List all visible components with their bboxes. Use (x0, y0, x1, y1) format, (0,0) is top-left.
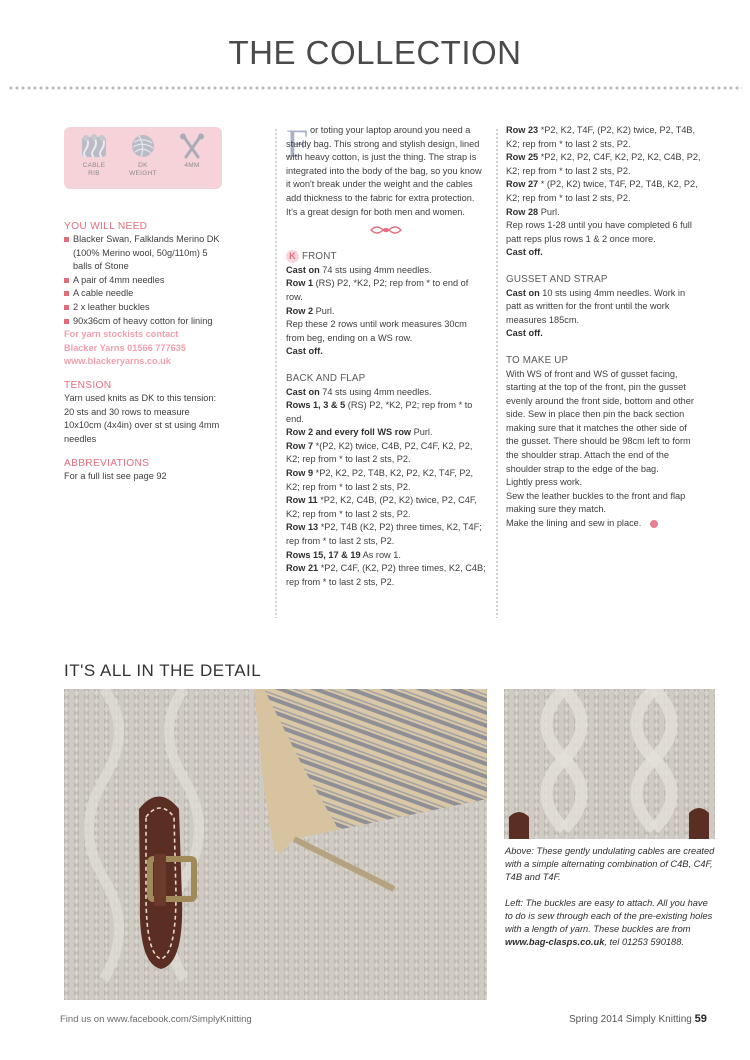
caption-phone: , tel 01253 590188. (604, 937, 684, 947)
ornament-icon (369, 224, 403, 236)
bold-label: Cast on (286, 264, 320, 275)
dk-weight-group (121, 133, 165, 178)
instruction-text: *P2, K2, P2, T4B, K2, P2, K2, T4F, P2, K2; rep from * to last 2 sts, P2. (286, 468, 474, 492)
needles-icon (178, 133, 206, 159)
instruction-text: 74 sts using 4mm needles. (319, 264, 432, 275)
instruction-text: Purl. (411, 427, 433, 438)
pattern-row (286, 399, 486, 426)
bold-label: Row 25 (506, 152, 539, 163)
pattern-row (286, 440, 486, 467)
column-divider (275, 128, 277, 618)
bold-label: Row 27 (506, 179, 539, 190)
photo-caption (505, 845, 715, 962)
bag-photo-illustration (64, 689, 487, 1000)
bold-label: Row 7 (286, 440, 314, 451)
bold-label: Cast on (286, 386, 320, 397)
instruction-text: * (P2, K2) twice, T4F, P2, T4B, K2, P2, K2; rep from * to last 2 sts, P2. (506, 179, 698, 203)
pattern-row (286, 521, 486, 548)
end-mark-icon (650, 520, 658, 528)
instruction-text: With WS of front and WS of gusset facing, starting at the top of the front, pin the gusset evenly around the front side, bottom and other side. Sew in place then pin the back section making sure that it matches the other side of the gusset. There should be 98cm left to form the shoulder strap. Attach the end of the shoulder strap to the edge of the bag. (506, 368, 694, 474)
icon-label: 4MM (184, 162, 200, 169)
drop-cap: F (286, 121, 309, 166)
bold-label: Row 9 (286, 468, 314, 479)
bold-label: Row 1 (286, 278, 314, 289)
list-item: A pair of 4mm needles (64, 274, 224, 288)
abbreviations-text: For a full list see page 92 (64, 471, 167, 482)
page-title: THE COLLECTION (228, 34, 522, 71)
ornament (286, 224, 486, 244)
instruction-text: 10 sts using 4mm needles. Work in patt as written for the front until the work measures 185cm. (506, 287, 686, 325)
footer-issue: Spring 2014 Simply Knitting (569, 1014, 692, 1025)
list-item: Blacker Swan, Falklands Merino DK (100% Merino wool, 50g/110m) 5 balls of Stone (64, 233, 224, 274)
yarn-ball-icon (129, 133, 157, 159)
cable-photo-illustration (504, 689, 715, 839)
pattern-row (286, 549, 486, 563)
icon-label: WEIGHT (129, 170, 157, 177)
instruction-text: Make the lining and sew in place. (506, 518, 642, 529)
bold-label: Row 11 (286, 495, 318, 506)
list-item: 2 x leather buckles (64, 301, 224, 315)
tension-heading: TENSION (64, 379, 112, 391)
make-up-heading: TO MAKE UP (506, 354, 569, 366)
instruction-text: Rep rows 1-28 until you have completed 6 full patt reps plus rows 1 & 2 once more. (506, 220, 692, 244)
needle-size-group (170, 133, 214, 170)
right-column (506, 124, 702, 531)
pattern-row (286, 562, 486, 589)
front-heading: FRONT (301, 251, 337, 263)
bold-label: Row 13 (286, 522, 319, 533)
cast-off: Cast off. (506, 247, 543, 258)
bold-label: Row 2 and every foll WS row (286, 427, 412, 438)
instruction-text: *(P2, K2) twice, C4B, P2, C4F, K2, P2, K2; rep from * to last 2 sts, P2. (286, 440, 473, 465)
caption-link[interactable]: www.bag-clasps.co.uk (505, 937, 605, 947)
instruction-text: Purl. (538, 206, 560, 217)
instruction-text: *P2, C4F, (K2, P2) three times, K2, C4B; rep from * to last 2 sts, P2. (286, 563, 486, 587)
stockists-line: Blacker Yarns 01566 777635 (64, 342, 186, 353)
instruction-text: As row 1. (360, 549, 401, 560)
bold-label: Row 21 (286, 563, 319, 574)
skill-icons-panel (64, 127, 222, 189)
icon-label: RIB (88, 170, 100, 177)
instruction-text: *P2, T4B (K2, P2) three times, K2, T4F; rep from * to last 2 sts, P2. (286, 522, 482, 547)
tension-text: Yarn used knits as DK to this tension: 20 sts and 30 rows to measure 10x10cm (4x4in) over st st using 4mm needles (64, 392, 220, 444)
pattern-row (286, 467, 486, 494)
icon-label: DK (138, 162, 148, 169)
left-column (64, 220, 224, 484)
pattern-row (286, 386, 486, 400)
materials-list (64, 233, 224, 328)
stockists-link[interactable]: www.blackeryarns.co.uk (64, 356, 171, 367)
pattern-row (506, 178, 702, 205)
instruction-text: Lightly press work. (506, 477, 583, 488)
cable-rib-group (72, 133, 116, 178)
bag-buckle-photo (64, 689, 487, 1000)
instruction-text: *P2, K2, P2, C4F, K2, P2, K2, C4B, P2, K2; rep from * to last 2 sts, P2. (506, 152, 701, 176)
stockists-line: For yarn stockists contact (64, 329, 179, 340)
abbreviations-heading: ABBREVIATIONS (64, 458, 150, 470)
column-divider (496, 128, 498, 618)
header-divider (8, 86, 742, 90)
instruction-text: (RS) P2, *K2, P2; rep from * to end. (286, 400, 473, 424)
cable-rib-icon (80, 133, 108, 159)
cast-off: Cast off. (286, 346, 323, 357)
pattern-row (286, 494, 486, 521)
footer-facebook[interactable]: Find us on www.facebook.com/SimplyKnitting (60, 1014, 252, 1025)
cast-off: Cast off. (506, 328, 543, 339)
pattern-row (506, 151, 702, 178)
back-flap-heading: BACK AND FLAP (286, 372, 366, 384)
front-heading-row (286, 250, 486, 264)
pattern-row (286, 426, 486, 440)
instruction-text: 74 sts using 4mm needles. (319, 386, 432, 397)
bold-label: Row 2 (286, 305, 314, 316)
gusset-heading: GUSSET AND STRAP (506, 273, 608, 285)
list-item: A cable needle (64, 287, 224, 301)
instruction-text: Purl. (313, 305, 335, 316)
list-item: 90x36cm of heavy cotton for lining (64, 315, 224, 329)
bold-label: Row 28 (506, 206, 539, 217)
page-number: 59 (694, 1013, 707, 1025)
instruction-text: *P2, K2, C4B, (P2, K2) twice, P2, C4F, K2; rep from * to last 2 sts, P2. (286, 495, 477, 519)
footer-right (569, 1013, 707, 1025)
bold-label: Cast on (506, 287, 540, 298)
middle-column (286, 121, 486, 589)
k-badge: K (286, 250, 299, 263)
pattern-row (506, 124, 702, 151)
pattern-row (506, 206, 702, 220)
instruction-text: *P2, K2, T4F, (P2, K2) twice, P2, T4B, K2; rep from * to last 2 sts, P2. (506, 125, 696, 149)
bold-label: Row 23 (506, 125, 539, 135)
icon-label: CABLE (82, 162, 106, 169)
bold-label: Rows 15, 17 & 19 (286, 549, 361, 560)
you-will-need-heading: YOU WILL NEED (64, 221, 148, 232)
caption-above: Above: These gently undulating cables are created with a simple alternating combination of C4B, C4F, T4B and T4F. (505, 846, 715, 882)
detail-heading: IT'S ALL IN THE DETAIL (64, 661, 262, 680)
cable-detail-photo (504, 689, 715, 839)
intro-text: or toting your laptop around you need a sturdy bag. This strong and stylish design, lined with heavy cotton, is just the thing. The strap is integrated into the body of the bag, so you know it won't break under the weight and the cables add thickness to the fabric for extra protection. It's a great design for both men and women. (286, 125, 482, 217)
caption-left: Left: The buckles are easy to attach. All you have to do is sew through each of the pre-existing holes with a length of yarn. These buckles are from (505, 898, 713, 934)
pattern-rows (506, 124, 702, 219)
instruction-text: Sew the leather buckles to the front and flap making sure they match. (506, 490, 686, 515)
bold-label: Rows 1, 3 & 5 (286, 400, 346, 411)
instruction-text: Rep these 2 rows until work measures 30cm from beg, ending on a WS row. (286, 319, 467, 343)
instruction-text: (RS) P2, *K2, P2; rep from * to end of row. (286, 278, 469, 302)
back-flap-rows (286, 386, 486, 590)
